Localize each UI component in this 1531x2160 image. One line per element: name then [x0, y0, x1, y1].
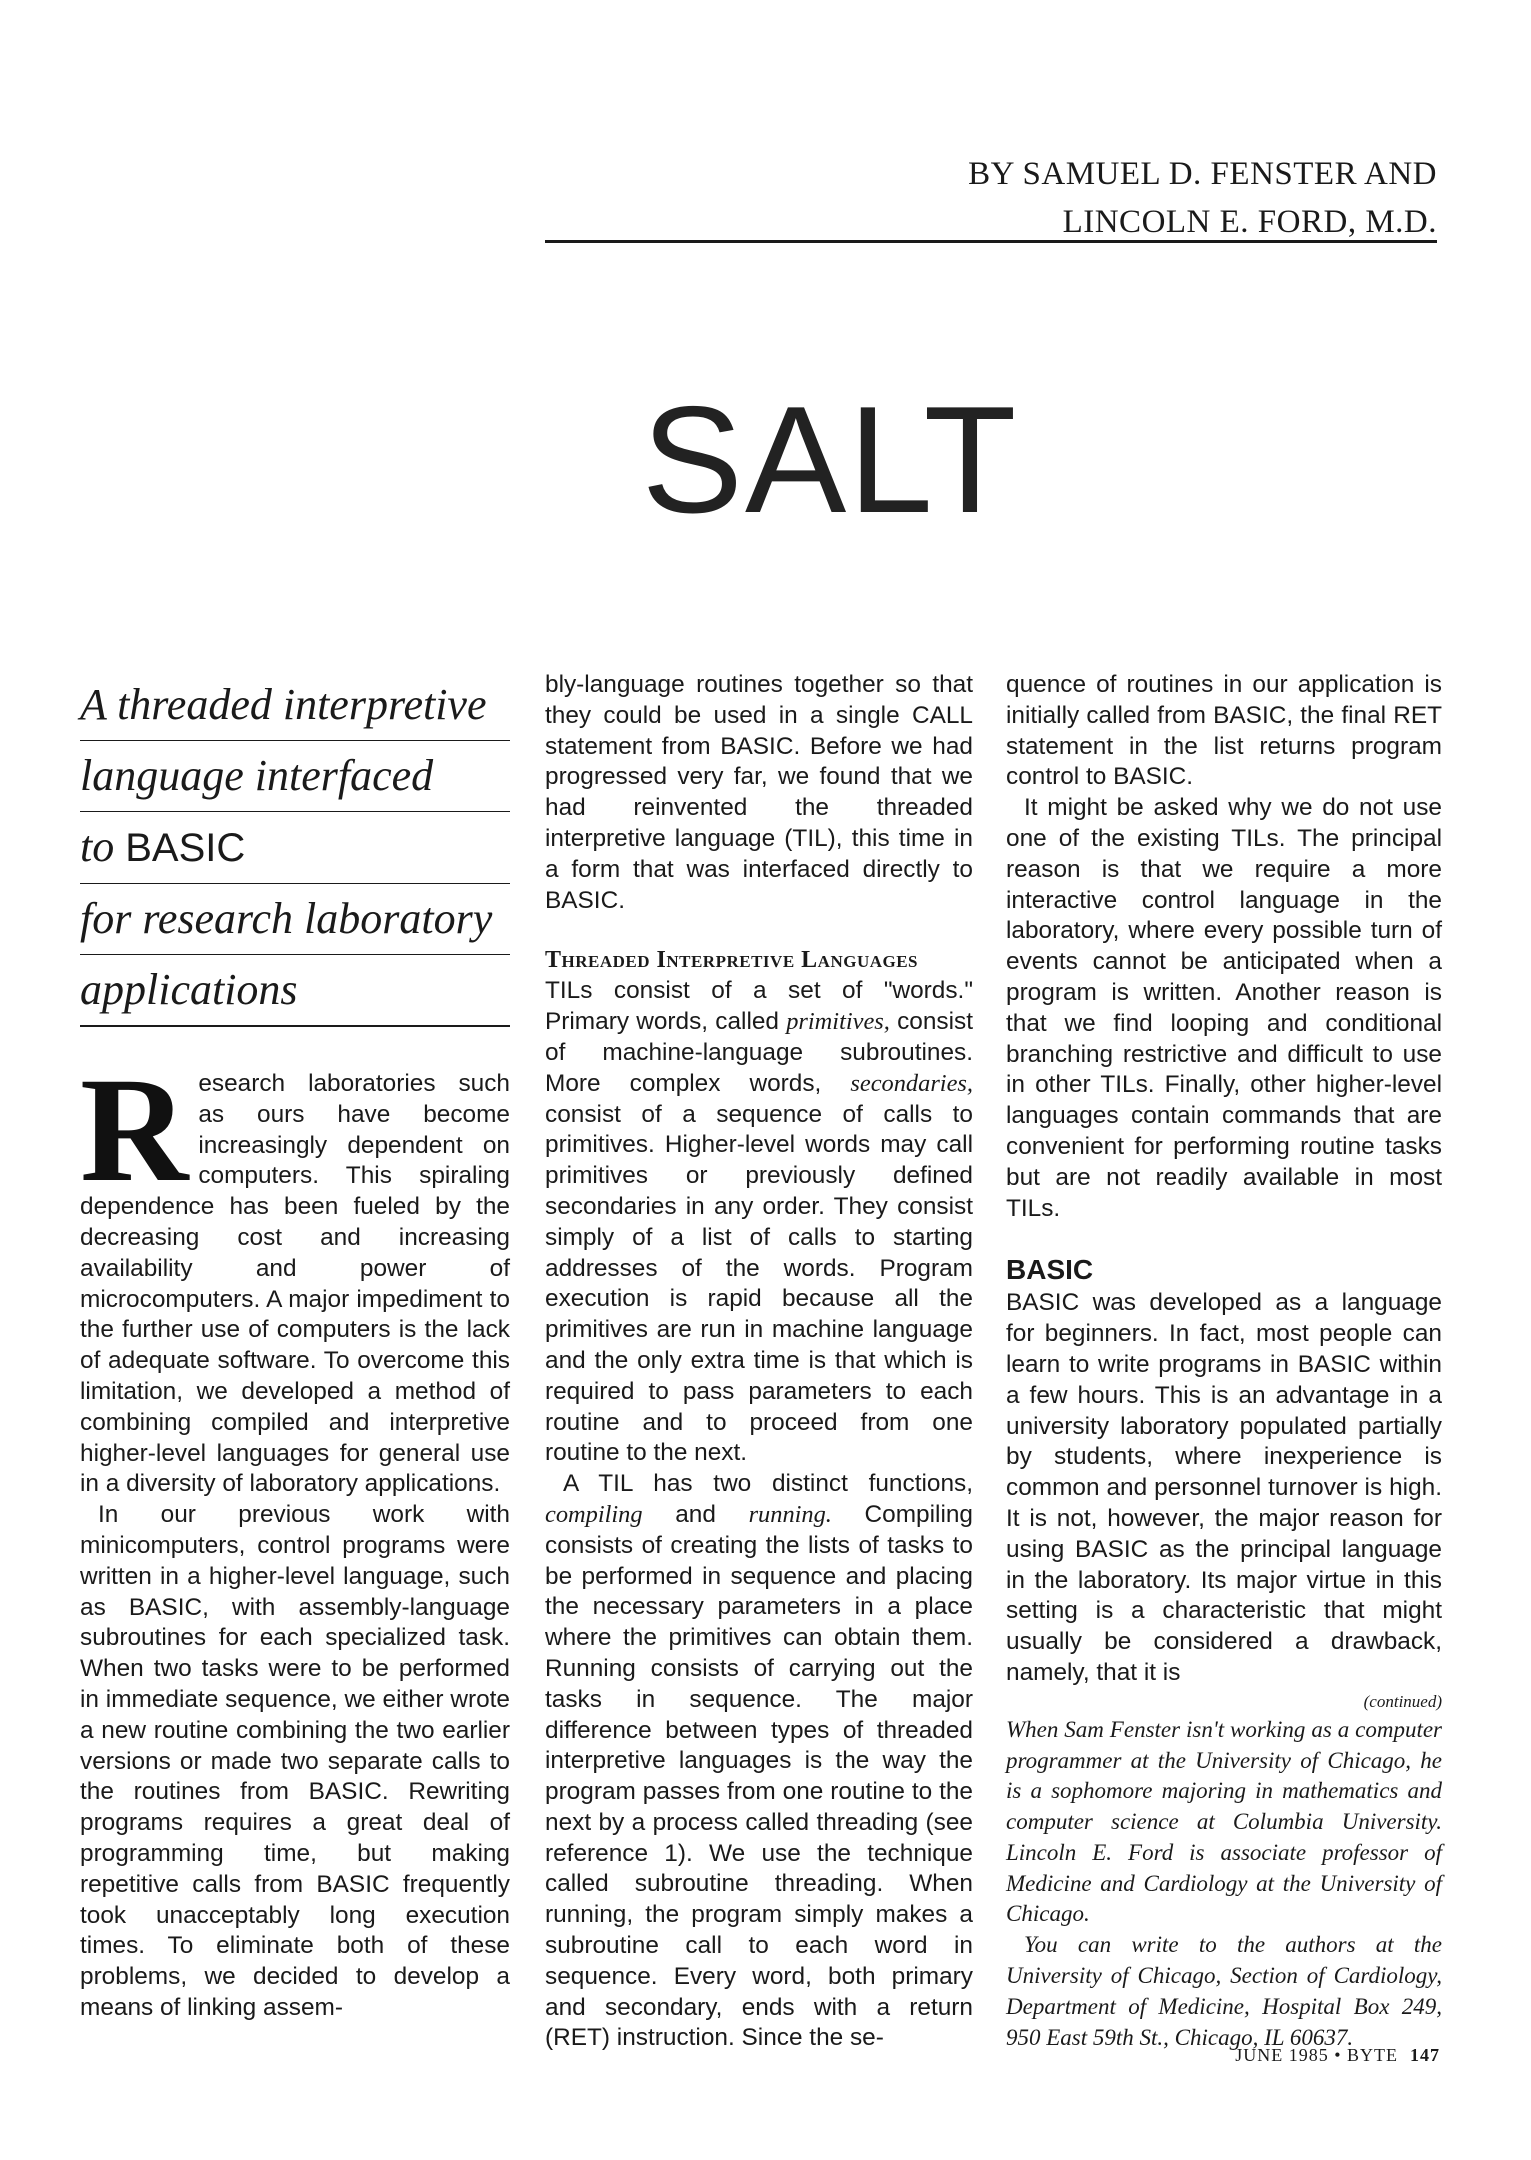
byline	[545, 150, 1437, 246]
column-1	[80, 670, 510, 2024]
article-title: SALT	[641, 375, 1019, 545]
subtitle-line-1: A threaded interpretive	[80, 670, 510, 741]
text-run: consist of a sequence of calls to primitives. Higher-level words may call primitives or previously defined secondaries in any order. They consist simply of a list of calls to starting addresses of the words. Program execution is rapid because all the primitives are run in machine language and the only extra time is that which is required to pass parameters to each routine and to proceed from one routine to the next.	[545, 1100, 973, 1467]
byline-line-1: BY SAMUEL D. FENSTER AND	[968, 156, 1437, 192]
paragraph: In our previous work with minicomputers, control programs were written in a higher-level language, such as BASIC, with assembly-language subroutines for each specialized task. When two tasks were to be performed in immediate sequence, we either wrote a new routine combining the two earlier versions or made two separate calls to the routines from BASIC. Rewriting programs requires a great deal of programming time, but making repetitive calls from BASIC frequently took unacceptably long execution times. To eliminate both of these problems, we decided to develop a means of linking assem-	[80, 1501, 510, 2021]
italic-term: running.	[748, 1500, 832, 1528]
drop-cap: R	[80, 1047, 189, 1213]
paragraph	[545, 976, 973, 1469]
italic-term: primitives,	[786, 1008, 890, 1036]
author-bio	[1006, 1715, 1442, 2054]
subtitle-line-3-upright: BASIC	[125, 826, 246, 870]
text-run: consist of machine-language subroutines. More complex words,	[545, 1008, 973, 1097]
paragraph	[545, 1469, 973, 2054]
subtitle-line-4: for research laboratory	[80, 884, 510, 955]
text-run: and	[642, 1500, 749, 1528]
subtitle-line-2: language interfaced	[80, 741, 510, 812]
italic-term: secondaries,	[850, 1069, 973, 1097]
paragraph: bly-language routines together so that they could be used in a single CALL statement from BASIC. Before we had progressed very far, we found that we had reinvented the threaded interpretive language (TIL), this time in a form that was interfaced directly to BASIC.	[545, 671, 973, 914]
bio-contact: You can write to the authors at the University of Chicago, Section of Cardiology, Department of Medicine, Hospital Box 249, 950 East 59th St., Chicago, IL 60637.	[1006, 1932, 1442, 2050]
intro-paragraph	[80, 1047, 510, 1500]
subtitle-line-3	[80, 812, 510, 884]
text-run: A TIL has two distinct functions,	[563, 1470, 973, 1498]
column-2	[545, 670, 973, 2054]
paragraph: It might be asked why we do not use one of the existing TILs. The principal reason is that we require a more interactive control language in the laboratory, where every possible turn of events cannot be anticipated when a program is written. Another reason is that we find looping and conditional branching restrictive and difficult to use in other TILs. Finally, other higher-level languages contain commands that are convenient for performing routine tasks but are not readily available in most TILs.	[1006, 794, 1442, 1222]
text-run: Compiling consists of creating the lists of tasks to be performed in sequence and placing the necessary parameters in a place where the primitives can obtain them. Running consists of carrying out the tasks in sequence. The major difference between types of threaded interpretive languages is the way the program passes from one routine to the next by a process called threading (see reference 1). We use the technique called subroutine threading. When running, the program simply makes a subroutine call to each word in sequence. Every word, both primary and secondary, ends with a return (RET) instruction. Since the se-	[545, 1500, 974, 2052]
paragraph: quence of routines in our application is initially called from BASIC, the final RET statement in the list returns program control to BASIC.	[1006, 671, 1442, 791]
intro-paragraph-text: esearch laboratories such as ours have become increasingly dependent on computers. This spiraling dependence has been fueled by the decreasing cost and increasing availability and power of microcomputers. A major impediment to the further use of computers is the lack of adequate software. To overcome this limitation, we developed a method of combining compiled and interpretive higher-level languages for general use in a diversity of laboratory applications.	[80, 1070, 510, 1498]
paragraph: BASIC was developed as a language for beginners. In fact, most people can learn to write programs in BASIC within a few hours. This is an advantage in a university laboratory populated partially by students, where inexperience is common and personnel turnover is high. It is not, however, the major reason for using BASIC as the principal language in the laboratory. Its major virtue in this setting is a characteristic that might usually be considered a drawback, namely, that it is	[1006, 1289, 1442, 1686]
continued-label: (continued)	[1363, 1691, 1442, 1711]
byline-line-2: LINCOLN E. FORD, M.D.	[1062, 204, 1437, 240]
text-run: TILs consist of a set of "words." Primary words, called	[545, 977, 973, 1036]
column-3	[1006, 670, 1442, 2053]
section-heading-til: Threaded Interpretive Languages	[545, 947, 919, 974]
subtitle-line-5: applications	[80, 955, 510, 1027]
page-number: 147	[1410, 2045, 1440, 2065]
bio-paragraph: When Sam Fenster isn't working as a computer programmer at the University of Chicago, he is a sophomore majoring in mathematics and computer science at Columbia University. Lincoln E. Ford is associate professor of Medicine and Cardiology at the University of Chicago.	[1006, 1716, 1442, 1927]
page-footer	[1150, 2045, 1440, 2066]
article-subtitle	[80, 670, 510, 1027]
italic-term: compiling	[545, 1500, 643, 1528]
subtitle-line-3-italic: to	[80, 822, 126, 871]
section-heading-basic: BASIC	[1006, 1254, 1094, 1286]
footer-issue: JUNE 1985 • BYTE	[1235, 2045, 1398, 2065]
header-rule	[545, 240, 1437, 243]
